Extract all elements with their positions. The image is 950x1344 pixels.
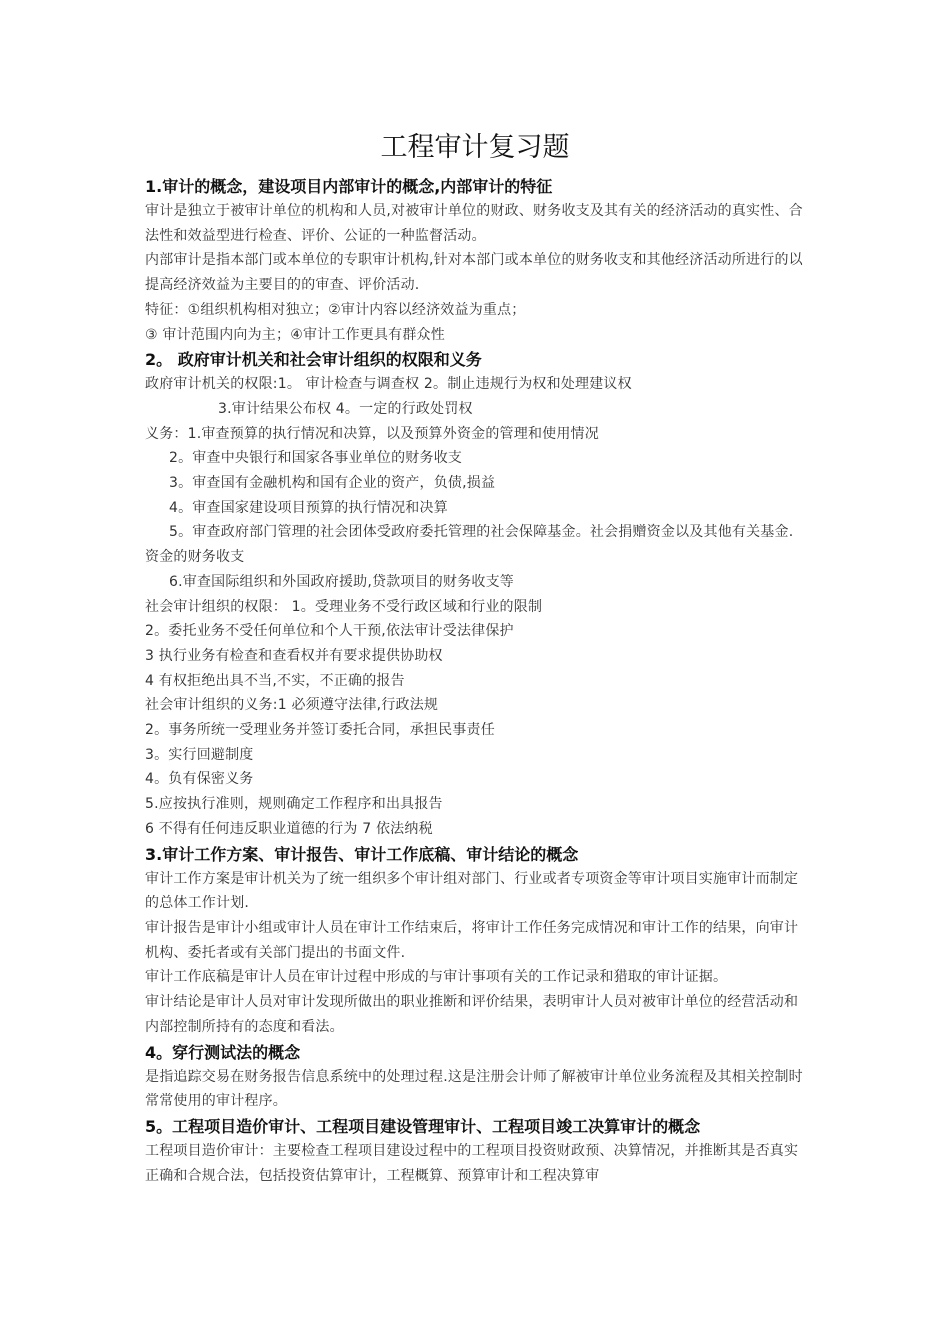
section-heading: 3.审计工作方案、审计报告、审计工作底稿、审计结论的概念 xyxy=(145,844,579,864)
list-item: 2。审查中央银行和国家各事业单位的财务收支 xyxy=(169,450,463,467)
paragraph: 内部审计是指本部门或本单位的专职审计机构,针对本部门或本单位的财务收支和其他经济活动所进行的以提高经济效益为主要目的的审查、评价活动. xyxy=(145,252,803,294)
paragraph: 是指追踪交易在财务报告信息系统中的处理过程.这是注册会计师了解被审计单位业务流程及其相关控制时常常使用的审计程序。 xyxy=(145,1068,803,1110)
paragraph: 特征：①组织机构相对独立；②审计内容以经济效益为重点； xyxy=(145,301,526,318)
paragraph: 3.审计结果公布权 4。一定的行政处罚权 xyxy=(218,400,473,417)
paragraph: 工程项目造价审计：主要检查工程项目建设过程中的工程项目投资财政预、决算情况，并推断其是否真实正确和合规合法，包括投资估算审计，工程概算、预算审计和工程决算审 xyxy=(145,1142,799,1184)
list-item: 5.应按执行准则，规则确定工作程序和出具报告 xyxy=(145,796,443,813)
list-item: 2。委托业务不受任何单位和个人干预,依法审计受法律保护 xyxy=(145,623,514,640)
section-heading: 4。穿行测试法的概念 xyxy=(145,1042,301,1062)
list-item: 4。负有保密义务 xyxy=(145,771,254,788)
section-heading: 5。工程项目造价审计、工程项目建设管理审计、工程项目竣工决算审计的概念 xyxy=(145,1116,701,1136)
paragraph: 审计报告是审计小组或审计人员在审计工作结束后，将审计工作任务完成情况和审计工作的结果，向审计机构、委托者或有关部门提出的书面文件. xyxy=(145,919,799,961)
list-item: 3 执行业务有检查和查看权并有要求提供协助权 xyxy=(145,647,443,664)
paragraph: 义务：1.审查预算的执行情况和决算，以及预算外资金的管理和使用情况 xyxy=(145,425,599,442)
section-heading: 1.审计的概念，建设项目内部审计的概念,内部审计的特征 xyxy=(145,177,553,196)
paragraph: 政府审计机关的权限:1。 审计检查与调查权 2。制止违规行为权和处理建议权 xyxy=(145,376,632,393)
paragraph: 审计结论是审计人员对审计发现所做出的职业推断和评价结果，表明审计人员对被审计单位的经营活动和内部控制所持有的态度和看法。 xyxy=(145,994,799,1035)
list-item: 6 不得有任何违反职业道德的行为 7 依法纳税 xyxy=(145,820,433,837)
list-item: 6.审查国际组织和外国政府援助,贷款项目的财务收支等 xyxy=(169,573,515,590)
list-item: 4。审查国家建设项目预算的执行情况和决算 xyxy=(169,499,448,516)
paragraph: 审计是独立于被审计单位的机构和人员,对被审计单位的财政、财务收支及其有关的经济活动的真实性、合法性和效益型进行检查、评价、公证的一种监督活动。 xyxy=(145,203,803,244)
list-item: 3。审查国有金融机构和国有企业的资产，负债,损益 xyxy=(169,475,496,492)
document-title: 工程审计复习题 xyxy=(380,132,570,163)
list-item: 3。实行回避制度 xyxy=(145,746,254,763)
paragraph: ③ 审计范围内向为主；④审计工作更具有群众性 xyxy=(145,326,445,343)
paragraph: 审计工作方案是审计机关为了统一组织多个审计组对部门、行业或者专项资金等审计项目实施审计而制定的总体工作计划. xyxy=(145,870,799,912)
list-item: 2。事务所统一受理业务并签订委托合同，承担民事责任 xyxy=(145,722,495,739)
paragraph: 审计工作底稿是审计人员在审计过程中形成的与审计事项有关的工作记录和猎取的审计证据。 xyxy=(145,969,728,986)
section-heading: 2。 政府审计机关和社会审计组织的权限和义务 xyxy=(145,350,482,370)
paragraph: 社会审计组织的权限： 1。受理业务不受行政区域和行业的限制 xyxy=(145,598,543,615)
list-item: 4 有权拒绝出具不当,不实，不正确的报告 xyxy=(145,672,405,689)
list-item: 5。审查政府部门管理的社会团体受政府委托管理的社会保障基金。社会捐赠资金以及其他有关基金.资金的财务收支 xyxy=(145,524,794,566)
paragraph: 社会审计组织的义务:1 必须遵守法律,行政法规 xyxy=(145,697,439,714)
document-body xyxy=(145,174,807,1188)
